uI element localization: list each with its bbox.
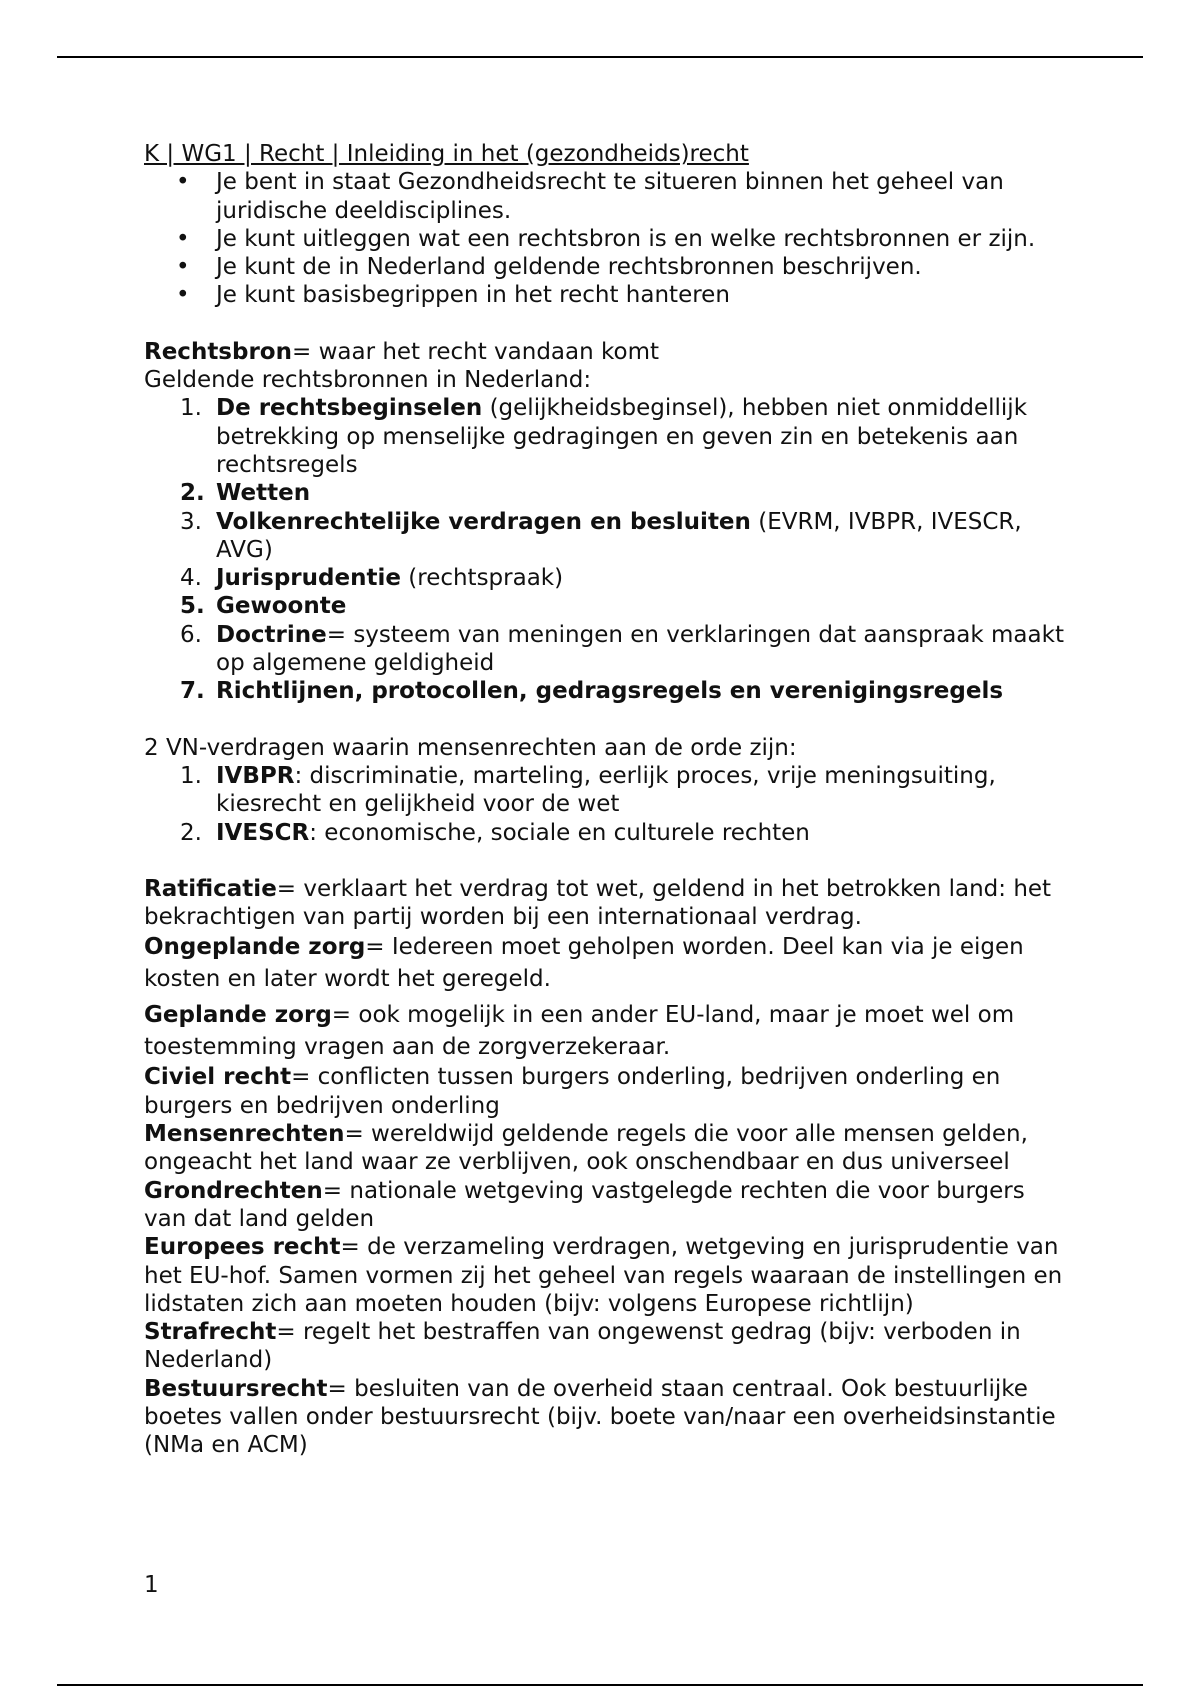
page-title: K | WG1 | Recht | Inleiding in het (gezondheids)recht: [144, 141, 749, 167]
definition-ratificatie: Ratificatie= verklaart het verdrag tot wet, geldend in het betrokken land: het bekrachtigen van partij worden bij een internationaal verdrag.: [144, 875, 1052, 931]
objective-item: • Je kunt de in Nederland geldende rechtsbronnen beschrijven.: [144, 253, 1074, 281]
objective-item: • Je kunt basisbegrippen in het recht hanteren: [144, 281, 1074, 309]
list-item: 5. Gewoonte: [180, 593, 347, 620]
list-item: 4. Jurisprudentie (rechtspraak): [180, 565, 564, 592]
vn-intro: 2 VN-verdragen waarin mensenrechten aan de orde zijn:: [144, 734, 797, 761]
definition-civiel-recht: Civiel recht= conflicten tussen burgers onderling, bedrijven onderling en burgers en bedrijven onderling: [144, 1064, 1001, 1119]
definition-grondrechten: Grondrechten= nationale wetgeving vastgelegde rechten die voor burgers van dat land gelden: [144, 1177, 1025, 1232]
rechtsbronnen-list: [144, 394, 1074, 705]
list-item: 2. IVESCR: economische, sociale en culturele rechten: [180, 819, 810, 846]
page-number: 1: [144, 1572, 159, 1598]
list-item: 2. Wetten: [180, 480, 311, 507]
header-rule: [57, 56, 1143, 58]
list-item: 3. Volkenrechtelijke verdragen en besluiten (EVRM, IVBPR, IVESCR, AVG): [180, 508, 1022, 563]
term: Rechtsbron: [144, 338, 292, 365]
objective-item: • Je kunt uitleggen wat een rechtsbron is en welke rechtsbronnen er zijn.: [144, 225, 1074, 253]
document-body: [144, 140, 1074, 1460]
list-item: 6. Doctrine= systeem van meningen en verklaringen dat aanspraak maakt op algemene geldigheid: [180, 621, 1064, 677]
rechtsbronnen-intro: Geldende rechtsbronnen in Nederland:: [144, 367, 592, 394]
vn-list: [144, 762, 1074, 847]
footer-rule: [57, 1684, 1143, 1686]
definition-europees-recht: Europees recht= de verzameling verdragen, wetgeving en jurisprudentie van het EU-hof. Samen vormen zij het geheel van regels waaraan de instellingen en lidstaten zich aan moeten houden (bijv: volgens Europese richtlijn): [144, 1234, 1063, 1317]
definition-ongeplande-zorg: Ongeplande zorg= Iedereen moet geholpen worden. Deel kan via je eigen kosten en later wordt het geregeld.: [144, 934, 1024, 993]
rechtsbron-definition: Rechtsbron= waar het recht vandaan komt: [144, 338, 659, 365]
definition-bestuursrecht: Bestuursrecht= besluiten van de overheid staan centraal. Ook bestuurlijke boetes vallen onder bestuursrecht (bijv. boete van/naar een overheidsinstantie (NMa en ACM): [144, 1375, 1056, 1459]
list-item: 1. IVBPR: discriminatie, marteling, eerlijk proces, vrije meningsuiting, kiesrecht en gelijkheid voor de wet: [180, 762, 996, 818]
definition-geplande-zorg: Geplande zorg= ook mogelijk in een ander EU-land, maar je moet wel om toestemming vragen aan de zorgverzekeraar.: [144, 1002, 1015, 1061]
list-item: 7. Richtlijnen, protocollen, gedragsregels en verenigingsregels: [180, 678, 1004, 705]
list-item: 1. De rechtsbeginselen (gelijkheidsbeginsel), hebben niet onmiddellijk betrekking op menselijke gedragingen en geven zin en betekenis aan rechtsregels: [180, 395, 1028, 478]
definition-mensenrechten: Mensenrechten= wereldwijd geldende regels die voor alle mensen gelden, ongeacht het land waar ze verblijven, ook onschendbaar en dus universeel: [144, 1121, 1028, 1176]
definition-strafrecht: Strafrecht= regelt het bestraffen van ongewenst gedrag (bijv: verboden in Nederland): [144, 1319, 1021, 1374]
learning-objectives: [144, 168, 1074, 309]
objective-item: • Je bent in staat Gezondheidsrecht te situeren binnen het geheel van juridische deeldisciplines.: [144, 168, 1074, 225]
